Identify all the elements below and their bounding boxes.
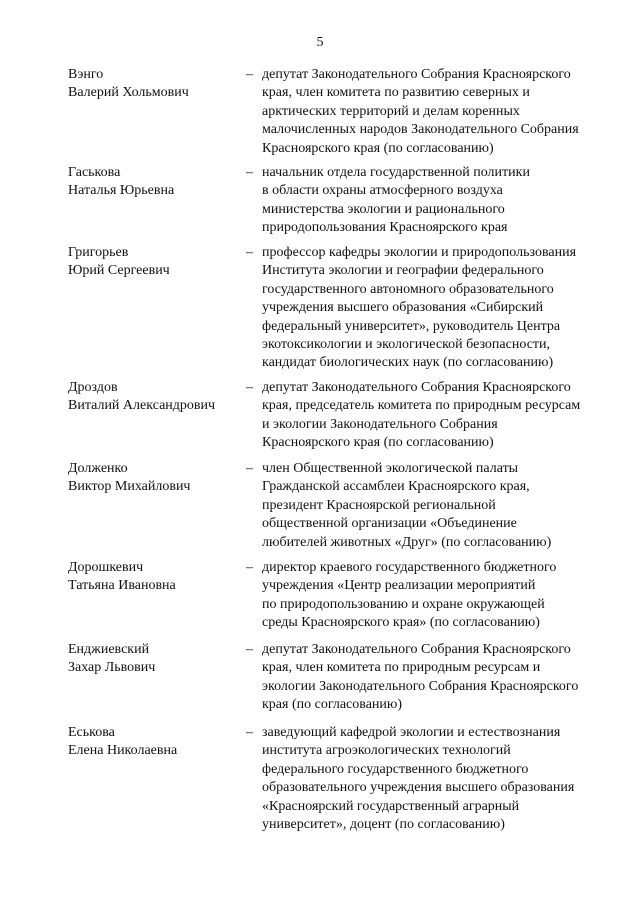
dash-separator: – <box>246 380 253 395</box>
member-description <box>262 164 608 238</box>
dash-separator: – <box>246 461 253 476</box>
member-surname: Дроздов <box>68 380 118 395</box>
member-name <box>68 244 238 281</box>
dash-separator: – <box>246 642 253 657</box>
dash-separator: – <box>246 245 253 260</box>
member-description <box>262 724 608 834</box>
member-name <box>68 641 238 678</box>
description-line: Красноярского края (по согласованию) <box>262 435 494 451</box>
description-line: края (по согласованию) <box>262 697 403 713</box>
description-line: Института экологии и географии федерального <box>262 263 544 279</box>
dash-separator: – <box>246 560 253 575</box>
member-surname: Долженко <box>68 461 128 476</box>
member-given-names: Захар Львович <box>68 660 156 676</box>
member-given-names: Елена Николаевна <box>68 743 178 759</box>
member-description <box>262 641 608 715</box>
member-name <box>68 379 238 416</box>
description-line: университет», доцент (по согласованию) <box>262 817 505 833</box>
member-surname: Енджиевский <box>68 642 150 657</box>
description-line: депутат Законодательного Собрания Красноярского <box>262 67 571 82</box>
member-given-names: Валерий Хольмович <box>68 85 189 101</box>
description-line: природопользования Красноярского края <box>262 220 508 236</box>
member-description <box>262 66 608 158</box>
description-line: «Красноярский государственный аграрный <box>262 798 520 814</box>
member-name <box>68 724 238 761</box>
description-line: и экологии Законодательного Собрания <box>262 416 498 432</box>
dash-separator: – <box>246 67 253 82</box>
description-line: общественной организации «Объединение <box>262 516 517 532</box>
member-surname: Дорошкевич <box>68 560 144 575</box>
description-line: директор краевого государственного бюджетного <box>262 560 557 575</box>
member-surname: Гаськова <box>68 165 121 180</box>
description-line: президент Красноярской региональной <box>262 497 496 513</box>
description-line: начальник отдела государственной политики <box>262 165 530 180</box>
member-given-names: Татьяна Ивановна <box>68 578 176 594</box>
member-name <box>68 460 238 497</box>
member-name <box>68 164 238 201</box>
member-surname: Еськова <box>68 725 115 740</box>
description-line: депутат Законодательного Собрания Красноярского <box>262 380 571 395</box>
description-line: экотоксикологии и экологической безопасности, <box>262 337 551 353</box>
page-number: 5 <box>316 35 324 50</box>
description-line: депутат Законодательного Собрания Красноярского <box>262 642 571 657</box>
member-name <box>68 559 238 596</box>
description-line: учреждения высшего образования «Сибирский <box>262 300 544 316</box>
member-description <box>262 559 608 633</box>
description-line: кандидат биологических наук (по согласованию) <box>262 355 554 371</box>
description-line: учреждения «Центр реализации мероприятий <box>262 578 536 594</box>
description-line: края, председатель комитета по природным ресурсам <box>262 398 581 414</box>
description-line: экологии Законодательного Собрания Красноярского <box>262 678 579 694</box>
description-line: федерального государственного бюджетного <box>262 761 529 777</box>
description-line: член Общественной экологической палаты <box>262 461 519 476</box>
description-line: института агроэкологических технологий <box>262 743 511 759</box>
description-line: профессор кафедры экологии и природопользования <box>262 245 577 260</box>
description-line: арктических территорий и делам коренных <box>262 103 520 119</box>
dash-separator: – <box>246 165 253 180</box>
description-line: федеральный университет», руководитель Центра <box>262 318 561 334</box>
description-line: края, член комитета по развитию северных и <box>262 85 530 101</box>
member-surname: Григорьев <box>68 245 129 260</box>
member-given-names: Виктор Михайлович <box>68 479 191 495</box>
member-given-names: Наталья Юрьевна <box>68 183 175 199</box>
member-given-names: Виталий Александрович <box>68 398 216 414</box>
member-given-names: Юрий Сергеевич <box>68 263 170 279</box>
description-line: Красноярского края (по согласованию) <box>262 140 494 156</box>
description-line: любителей животных «Друг» (по согласованию) <box>262 534 552 550</box>
description-line: среды Красноярского края» (по согласованию) <box>262 615 540 631</box>
dash-separator: – <box>246 725 253 740</box>
description-line: в области охраны атмосферного воздуха <box>262 183 503 199</box>
description-line: министерства экологии и рационального <box>262 201 505 217</box>
member-surname: Вэнго <box>68 67 104 82</box>
member-description <box>262 379 608 453</box>
member-description <box>262 460 608 552</box>
member-description <box>262 244 608 373</box>
description-line: по природопользованию и охране окружающей <box>262 596 545 612</box>
description-line: государственного автономного образовательного <box>262 281 554 297</box>
description-line: заведующий кафедрой экологии и естествознания <box>262 725 561 740</box>
description-line: Гражданской ассамблеи Красноярского края, <box>262 479 530 495</box>
description-line: края, член комитета по природным ресурсам и <box>262 660 541 676</box>
member-name <box>68 66 238 103</box>
description-line: малочисленных народов Законодательного Собрания <box>262 122 579 138</box>
description-line: образовательного учреждения высшего образования <box>262 780 575 796</box>
